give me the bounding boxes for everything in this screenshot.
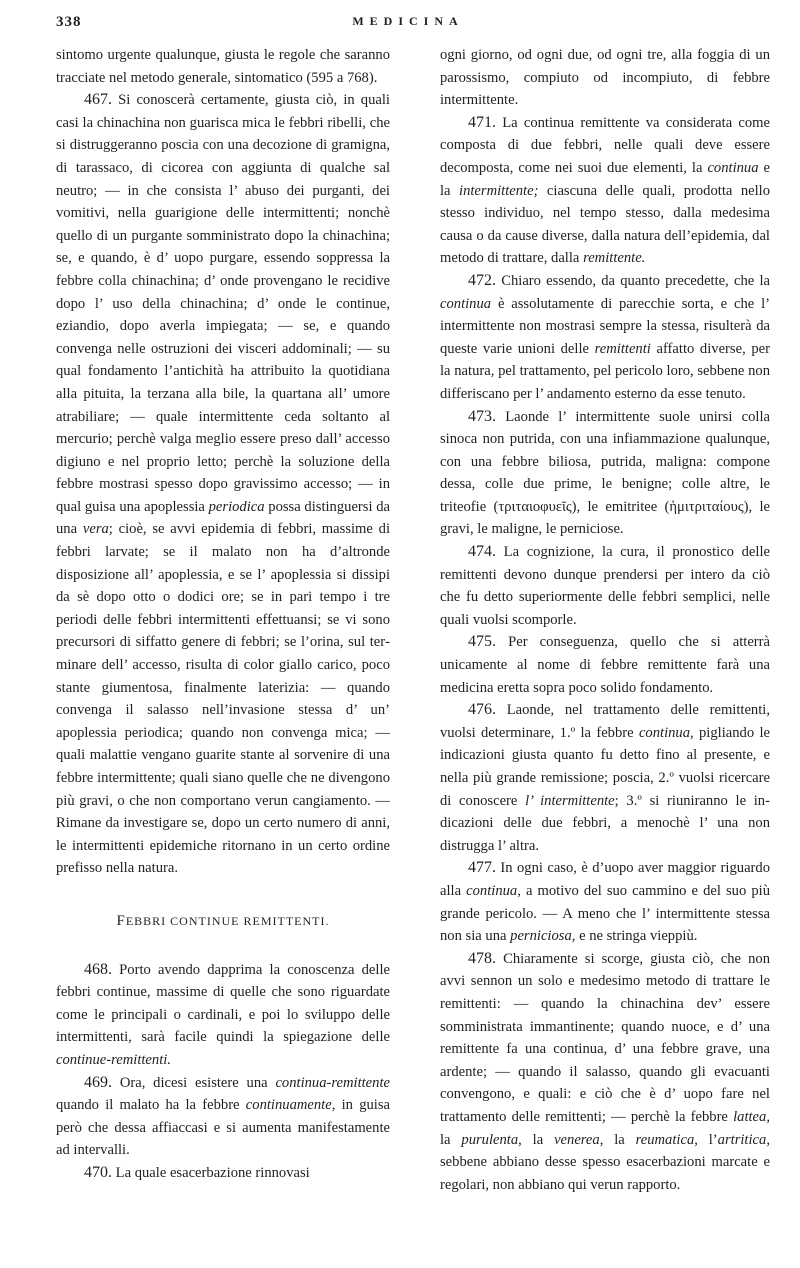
paragraph-text: , in guisa però che dessa affiaccasi e si aumenta manifestamente ad intervalli. [56,1097,390,1159]
paragraph-number: 475. [468,633,496,651]
paragraph-number: 467. [84,91,112,109]
paragraph-text: Porto avendo dapprima la conoscenza delle febbri continue, massime di quelle che sono riguardate come le principali o cardinali, e poi lo sviluppo delle intermittenti, sarà facile quindi la spiegazione delle [56,961,390,1046]
paragraph-471 [440,112,770,270]
greek-term: ἡμιτριταίους [669,498,744,515]
paragraph-text: e la [440,159,770,199]
paragraph-text: Chiaro essendo, da quanto precedette, che la [501,272,771,289]
paragraph-text: , sebbene abbiano desse spesso esacerbazioni marcate e regolari, non abbiano qui verun rapporto. [440,1131,770,1193]
paragraph-number: 472. [468,271,496,289]
paragraph-text: Laonde l’ intermittente suole unirsi colla sinoca non putrida, con una infiammazione qualunque, con una febbre biliosa, putrida, maligna: compone dessa, colle due prime, le benigne; colle altre, le triteofie ( [440,408,770,515]
italic-term: continua [466,882,518,899]
paragraph-text: , a motivo del suo cammino e del suo più grande pericolo. — A meno che l’ intermittente stessa non sia una [440,882,770,945]
paragraph-text: Per conseguenza, quello che si atterrà unicamente al nome di febbre remittente farà una medicina eretta sopra poco solido fondamento. [440,634,770,696]
italic-term: intermittente; [459,182,539,199]
paragraph-470-continuation: ogni giorno, od ogni due, od ogni tre, alla foggia di un parossismo, compiuto od incompiuto, di febbre intermittente. [440,47,770,109]
paragraph-text: In ogni caso, è d’uopo aver maggior riguardo alla [440,860,770,899]
paragraph-text: Ora, dicesi esistere una [119,1074,268,1091]
paragraph-text: Laonde, nel trattamento delle remittenti, vuolsi determinare, 1.º la febbre [440,702,770,741]
paragraph-469 [56,1072,390,1162]
paragraph-467 [56,89,390,880]
paragraph-text: La cognizione, la cura, il pronostico delle remittenti devono dunque prendersi per intero da ciò che fu detto superiormente delle febbri semplici, nelle quali vuolsi scomporle. [440,544,770,628]
right-column [440,44,770,1196]
paragraph-472 [440,270,770,406]
paragraph-number: 473. [468,407,496,425]
italic-term: continue-remittenti. [56,1051,171,1068]
paragraph-text: quando il malato ha la febbre [56,1097,240,1114]
italic-term: purulenta [461,1131,519,1148]
paragraph-text: Si conoscerà certamente, giusta ciò, in quali casi la chinachina non guarisca mica le febbri ribelli, che si distruggeranno poscia con una decozione di gramigna, di tarassaco, di cicorea con aggiunta di qualche sal neutro; — in che consista l’ abuso dei purganti, dei vomitivi, nella guarigione delle intermittenti; nonchè quello di un purgante somministrato dopo la chinachina; se, e quando, è d’ uopo purgare, essendo soppressa la febbre colla chinachina; d’ onde provengano le recidive dopo l’ uso della chinachina; d’ onde le continue, eziandio, dopo averla impiegata; — se, e quando convenga nelle ostruzioni dei visceri addominali; — su qual fondamento l’antichità ha attribuito la quotidiana alla pituita, la terzana alla bile, la quartana all’ umore atrabiliare; — quale intermittente ceda soltanto al mercurio; perchè valga meglio essere preso dall’ accesso digiuno e nel proprio letto; perchè la soluzione della febbre mostrasi spesso dopo gravissimo accesso; — in qual guisa una apoplessia [56,92,390,515]
paragraph-number: 478. [468,949,496,967]
paragraph-number: 477. [468,859,496,877]
page-header [56,12,760,42]
paragraph-text: , pigliando le indicazioni giusta quanto fu detto fino al presente, e nella più grande remissione; poscia, 2.º vuolsi ricercare di conoscere [440,724,770,809]
paragraph-number: 469. [84,1073,112,1091]
paragraph-text: La quale esacerbazione rinnovasi [115,1164,310,1181]
italic-term: continua-remittente [275,1074,390,1091]
paragraph-text: ), le gravi, le maligne, le perniciose. [440,498,770,538]
italic-term: remittente. [583,250,646,267]
paragraph-number: 468. [84,960,112,978]
section-title-initial: F [116,912,126,929]
paragraph-476 [440,699,770,857]
paragraph-text: , la [518,1131,544,1148]
italic-term: vera [82,521,109,538]
italic-term: lattea [733,1108,767,1125]
paragraph-text: possa distinguersi da una [56,498,390,538]
italic-term: l’ intermittente [525,792,615,809]
paragraph-text: ), le emitritee ( [571,498,670,515]
paragraph-475 [440,631,770,699]
italic-term: remittenti [594,340,651,357]
section-title [56,910,390,933]
paragraph-number: 471. [468,113,496,131]
paragraph-470 [56,1162,390,1185]
running-head: MEDICINA [352,14,464,28]
paragraph-474 [440,541,770,631]
paragraph-text: ; cioè, se avvi epidemia di febbri, massime di febbri larvate; se il malato non ha d’altronde disposizione all’ apoplessia, e se l’ apoplessia si dissipi da sè dopo otto o dodici ore; se in pari tempo i tre periodi delle febbri intermittenti effettuansi; se vi sono precursori di siffatto genere di febbri; se l’orina, sul terminare dell’ accesso, risulta di color giallo carico, poco stante giumentosa, finalmente laterizia: — quando convenga il salasso nell’invasione stessa d’ un’ apoplessia periodica; quando non convenga mica; — quali malattie vengano guarite stante al sorvenire di una febbre intermittente; quali siano quelle che ne divengono più gravi, o che non comportano verun cangiamento. — Rimane da investigare se, dopo un certo numero di anni, le intermittenti epidemiche ritornano in un certo ordine prefisso nella natura. [56,521,391,877]
paragraph-number: 470. [84,1163,112,1181]
left-column [56,44,390,1185]
paragraph-468 [56,959,390,1072]
paragraph-text: , l’ [694,1131,718,1148]
paragraph-478 [440,948,770,1197]
paragraph-text: ciascuna delle quali, prodotta nello stesso individuo, nel tempo stesso, dalla medesima causa o da cause diverse, dalla natura dell’epidemia, dal metodo di trattare, dalla [440,182,770,267]
greek-term: τριταιοφυεῖς [498,498,572,515]
paragraph-text: Chiaramente si scorge, giusta ciò, che non avvi sennon un solo e medesimo metodo di trattare le remittenti: — quando la chinachina dev’ essere somministrata immantinente; quando nuoce, e d’ una remittente fa una continua, d’ una febbre grave, una ardente; — quando il salasso, quando gli evacuanti convengono, e quali: e ciò che è d’ uopo fare nel trattamento delle remittenti; — perchè la febbre [440,950,770,1125]
italic-term: continua [638,724,691,741]
paragraph-477 [440,857,770,947]
italic-term: continua [440,295,492,312]
italic-term: periodica [208,498,265,515]
italic-term: continua [707,159,759,176]
paragraph-473 [440,406,770,542]
paragraph-text: La continua remittente va considerata come composta di due febbri, nelle quali deve essere decomposta, come nei suoi due elementi, la [440,114,770,176]
section-title-text: EBBRI CONTINUE REMITTENTI. [125,913,330,928]
paragraph-number: 474. [468,543,496,561]
italic-term: reumatica [635,1131,695,1148]
paragraph-number: 476. [468,701,496,719]
paragraph-text: , la [599,1131,625,1148]
italic-term: perniciosa [510,928,572,945]
paragraph-text: ; 3.º si riuniranno le indicazioni delle due febbri, a menochè l’ una non distrugga l’ altra. [440,792,770,854]
paragraph-text: , e ne stringa vieppiù. [571,928,698,945]
italic-term: continuamente [245,1097,332,1114]
paragraph-continuation: sintomo urgente qualunque, giusta le regole che saranno tracciate nel metodo generale, sintomatico (595 a 768). [56,47,390,86]
paragraph-text: è assolutamente di parecchie sorta, e che l’ intermittente non mostrasi sempre la stessa, risulterà da queste varie unioni delle [440,295,770,357]
italic-term: venerea [554,1131,600,1148]
italic-term: artritica [717,1131,767,1148]
paragraph-text: affatto diverse, per la natura, pel trattamento, pel pericolo loro, sebbene non differiscano per l’ andamento esterno da esse tenuto. [440,340,770,402]
paragraph-text: , la [440,1108,770,1148]
page-number: 338 [56,14,82,30]
